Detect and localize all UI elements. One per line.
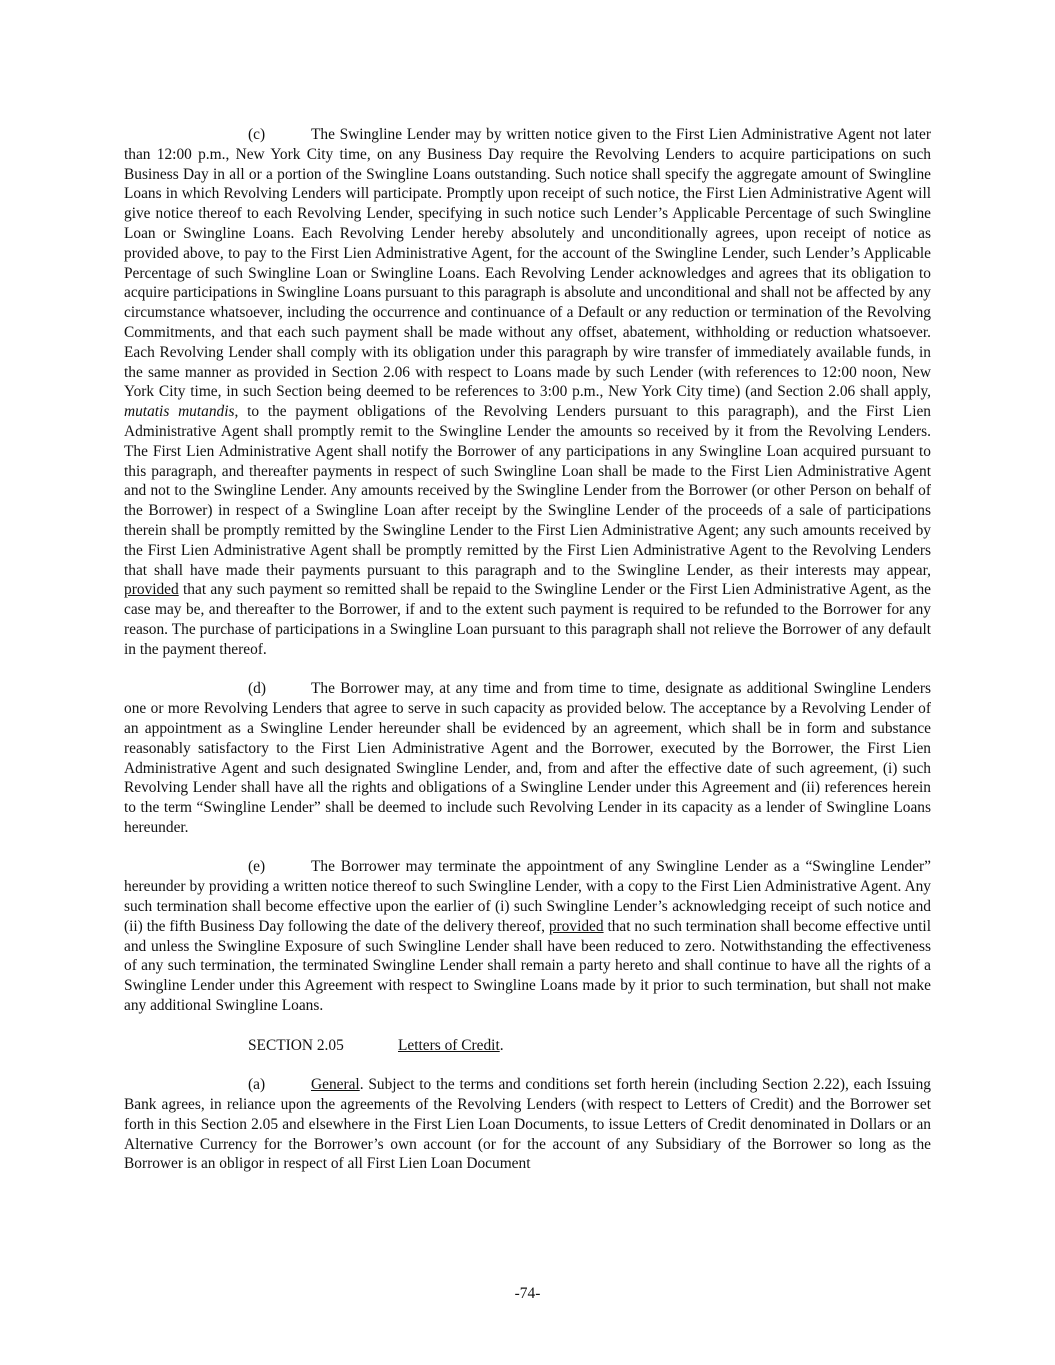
italic-term: mutatis mutandis [124, 403, 235, 421]
paragraph-heading: General [311, 1076, 360, 1094]
paragraph-label: (a) [248, 1076, 266, 1094]
page-number: -74- [514, 1285, 541, 1302]
paragraph-text: The Borrower may terminate the appointment of any Swingline Lender as a “Swingline Lender” hereunder by providing a written notice thereof to such Swingline Lender, with a copy to the First Lien Administrative Agent. Any such termination shall become effective upon the earlier of (i) such Swingline Lender’s acknowledging receipt of such notice and (ii) the fifth Business Day following the date of the delivery thereof, [124, 858, 931, 935]
paragraph-text: that no such termination shall become effective until and unless the Swingline Exposure of such Swingline Lender shall have been reduced to zero. Notwithstanding the effectiveness of any such termination, the terminated Swingline Lender shall remain a party hereto and shall continue to have all the rights of a Swingline Lender under this Agreement with respect to Swingline Loans made by it prior to such termination, but shall not make any additional Swingline Loans. [124, 917, 931, 1015]
paragraph-e [124, 857, 931, 1015]
section-title-period: . [499, 1036, 504, 1054]
section-number: SECTION 2.05 [248, 1036, 344, 1054]
paragraph-text: , to the payment obligations of the Revolving Lenders pursuant to this paragraph), and the First Lien Administrative Agent shall promptly remit to the Swingline Lender the amounts so received by it from the Revolving Lenders. The First Lien Administrative Agent shall notify the Borrower of any participations in any Swingline Loan acquired pursuant to this paragraph, and thereafter payments in respect of such Swingline Loan shall be made to the First Lien Administrative Agent and not to the Swingline Lender. Any amounts received by the Swingline Lender from the Borrower (or other Person on behalf of the Borrower) in respect of a Swingline Loan after receipt by the Swingline Lender of the proceeds of a sale of participations therein shall be promptly remitted by the Swingline Lender to the First Lien Administrative Agent; any such amounts received by the First Lien Administrative Agent shall be promptly remitted by the First Lien Administrative Agent to the Revolving Lenders that shall have made their payments pursuant to this paragraph and to the Swingline Lender, as their interests may appear, [124, 403, 932, 579]
paragraph-label: (e) [248, 858, 266, 876]
section-heading [248, 1036, 931, 1056]
paragraph-a [124, 1075, 931, 1174]
document-page [124, 125, 931, 1194]
paragraph-c [124, 125, 931, 660]
provided-term: provided [548, 917, 604, 935]
paragraph-text: that any such payment so remitted shall be repaid to the Swingline Lender or the First Lien Administrative Agent, as the case may be, and thereafter to the Borrower, if and to the extent such payment is required to be refunded to the Borrower for any reason. The purchase of participations in a Swingline Loan pursuant to this paragraph shall not relieve the Borrower of any default in the payment thereof. [124, 581, 931, 658]
paragraph-label: (d) [248, 680, 266, 698]
paragraph-text: The Swingline Lender may by written notice given to the First Lien Administrative Agent not later than 12:00 p.m., New York City time, on any Business Day require the Revolving Lenders to acquire participations on such Business Day in all or a portion of the Swingline Loans outstanding. Such notice shall specify the aggregate amount of Swingline Loans in which Revolving Lenders will participate. Promptly upon receipt of such notice, the First Lien Administrative Agent will give notice thereof to each Revolving Lender, specifying in such notice such Lender’s Applicable Percentage of such Swingline Loan or Swingline Loans. Each Revolving Lender hereby absolutely and unconditionally agrees, upon receipt of notice as provided above, to pay to the First Lien Administrative Agent, for the account of the Swingline Lender, such Lender’s Applicable Percentage of such Swingline Loan or Swingline Loans. Each Revolving Lender acknowledges and agrees that its obligation to acquire participations in Swingline Loans pursuant to this paragraph is absolute and unconditional and shall not be affected by any circumstance whatsoever, including the occurrence and continuance of a Default or any reduction or termination of the Revolving Commitments, and that each such payment shall be made without any offset, abatement, withholding or reduction whatsoever. Each Revolving Lender shall comply with its obligation under this paragraph by wire transfer of immediately available funds, in the same manner as provided in Section 2.06 with respect to Loans made by such Lender (with references to 12:00 noon, New York City time, in such Section being deemed to be references to 3:00 p.m., New York City time) (and Section 2.06 shall apply, [124, 126, 931, 401]
paragraph-label: (c) [248, 126, 266, 143]
paragraph-text: The Borrower may, at any time and from time to time, designate as additional Swingline Lenders one or more Revolving Lenders that agree to serve in such capacity as provided below. The acceptance by a Revolving Lender of an appointment as a Swingline Lender hereunder shall be evidenced by an agreement, which shall be in form and substance reasonably satisfactory to the First Lien Administrative Agent and the Borrower, executed by the Borrower, the First Lien Administrative Agent and such designated Swingline Lender, and, from and after the effective date of such agreement, (i) such Revolving Lender shall have all the rights and obligations of a Swingline Lender under this Agreement and (ii) references herein to the term “Swingline Lender” shall be deemed to include such Revolving Lender in its capacity as a lender of Swingline Loans hereunder. [124, 680, 931, 836]
paragraph-d [124, 679, 931, 837]
provided-term: provided [124, 581, 179, 599]
paragraph-text: . Subject to the terms and conditions set forth herein (including Section 2.22), each Issuing Bank agrees, in reliance upon the agreements of the Revolving Lenders (with respect to Letters of Credit) and the Borrower set forth in this Section 2.05 and elsewhere in the First Lien Loan Documents, to issue Letters of Credit denominated in Dollars or an Alternative Currency for the Borrower’s own account (or for the account of any Subsidiary of the Borrower so long as the Borrower is an obligor in respect of all First Lien Loan Document [124, 1076, 931, 1173]
section-title: Letters of Credit [398, 1036, 500, 1054]
